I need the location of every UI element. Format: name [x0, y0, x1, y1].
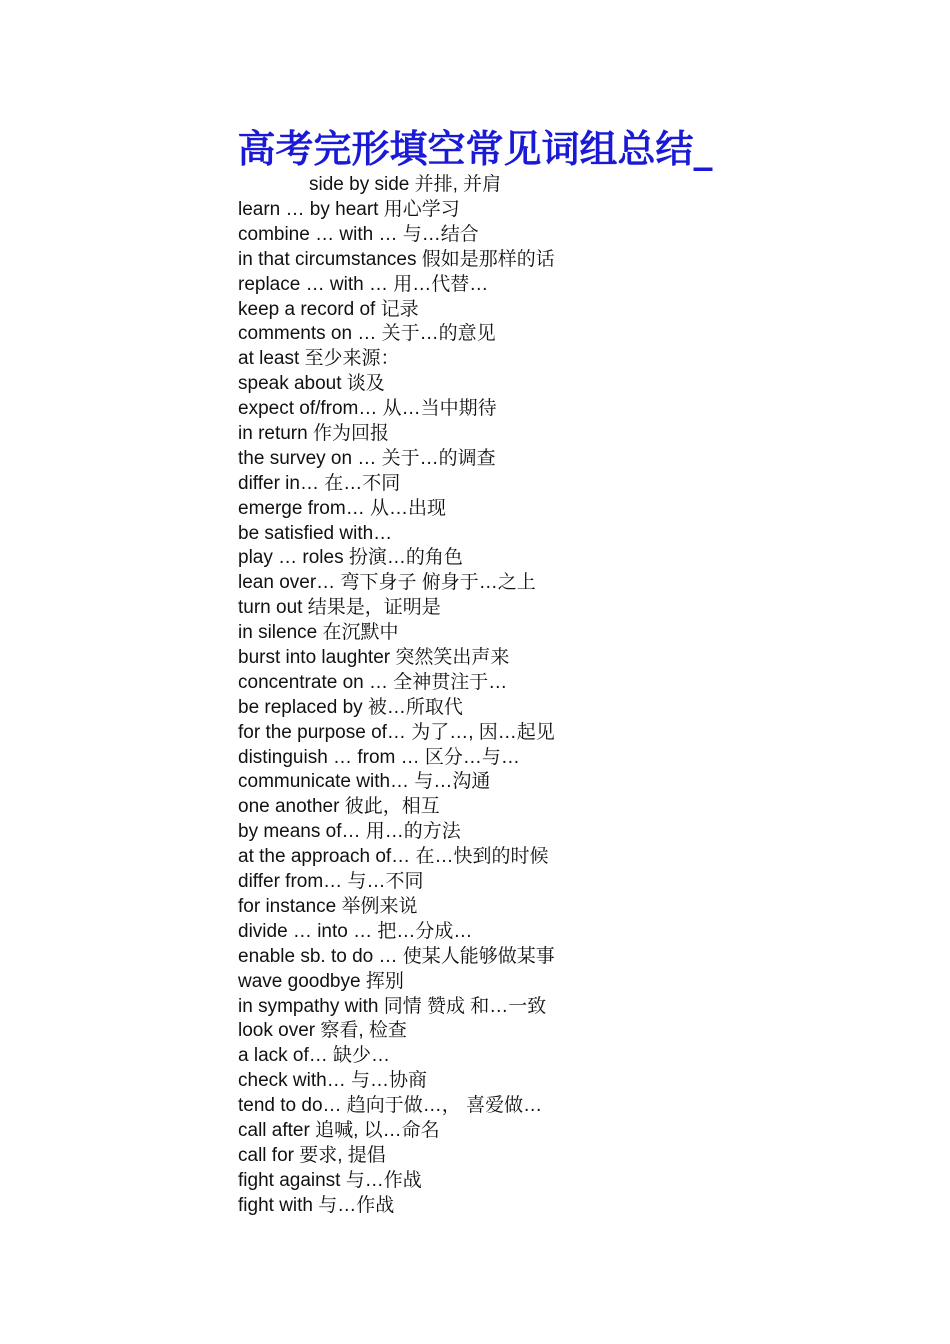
- phrase-line: differ in… 在…不同: [238, 472, 401, 494]
- phrase-line: in silence 在沉默中: [238, 622, 399, 644]
- phrase-line: lean over… 弯下身子 俯身于…之上: [238, 572, 536, 594]
- phrase-line: expect of/from… 从…当中期待: [238, 398, 497, 420]
- phrase-line: be replaced by 被…所取代: [238, 696, 463, 718]
- phrase-line: be satisfied with…: [238, 522, 393, 544]
- phrase-line: speak about 谈及: [238, 373, 385, 395]
- phrase-line: keep a record of 记录: [238, 298, 419, 320]
- phrase-line: tend to do… 趋向于做…， 喜爱做…: [238, 1095, 543, 1117]
- phrase-line: fight with 与…作战: [238, 1194, 395, 1216]
- phrase-line: for the purpose of… 为了…, 因…起见: [238, 721, 555, 743]
- phrase-line: in return 作为回报: [238, 423, 389, 445]
- phrase-line: emerge from… 从…出现: [238, 497, 446, 519]
- phrase-line: fight against 与…作战: [238, 1169, 422, 1191]
- phrase-line: call for 要求, 提倡: [238, 1144, 386, 1166]
- phrase-line: replace … with … 用…代替…: [238, 273, 489, 295]
- phrase-line: concentrate on … 全神贯注于…: [238, 671, 508, 693]
- phrase-line: by means of… 用…的方法: [238, 821, 461, 843]
- phrase-line: burst into laughter 突然笑出声来: [238, 647, 510, 669]
- phrase-line: comments on … 关于…的意见: [238, 323, 496, 345]
- phrase-line: check with… 与…协商: [238, 1070, 427, 1092]
- phrase-line: combine … with … 与…结合: [238, 223, 479, 245]
- phrase-line: divide … into … 把…分成…: [238, 920, 473, 942]
- phrase-line: distinguish … from … 区分…与…: [238, 746, 520, 768]
- phrase-line: the survey on … 关于…的调查: [238, 447, 496, 469]
- phrase-line: at the approach of… 在…快到的时候: [238, 846, 549, 868]
- document-title: 高考完形填空常见词组总结_: [237, 126, 713, 171]
- phrase-line: at least 至少来源：: [238, 348, 400, 370]
- phrase-line: turn out 结果是，证明是: [238, 597, 441, 619]
- phrase-line: wave goodbye 挥别: [238, 970, 404, 992]
- phrase-line: call after 追喊, 以…命名: [238, 1119, 440, 1141]
- phrase-line: in that circumstances 假如是那样的话: [238, 248, 555, 270]
- phrase-line: for instance 举例来说: [238, 895, 418, 917]
- phrase-line: a lack of… 缺少…: [238, 1045, 391, 1067]
- phrase-line: learn … by heart 用心学习: [238, 199, 460, 220]
- phrase-line: communicate with… 与…沟通: [238, 771, 491, 793]
- phrase-line: enable sb. to do … 使某人能够做某事: [238, 945, 555, 967]
- phrase-line: look over 察看, 检查: [238, 1020, 407, 1042]
- phrase-line: one another 彼此，相互: [238, 796, 440, 818]
- phrase-list: [238, 198, 555, 1219]
- phrase-line: in sympathy with 同情 赞成 和…一致: [238, 995, 547, 1017]
- phrase-line: differ from… 与…不同: [238, 871, 424, 893]
- phrase-line-first: side by side 并排, 并肩: [309, 174, 502, 195]
- phrase-line: play … roles 扮演…的角色: [238, 547, 463, 569]
